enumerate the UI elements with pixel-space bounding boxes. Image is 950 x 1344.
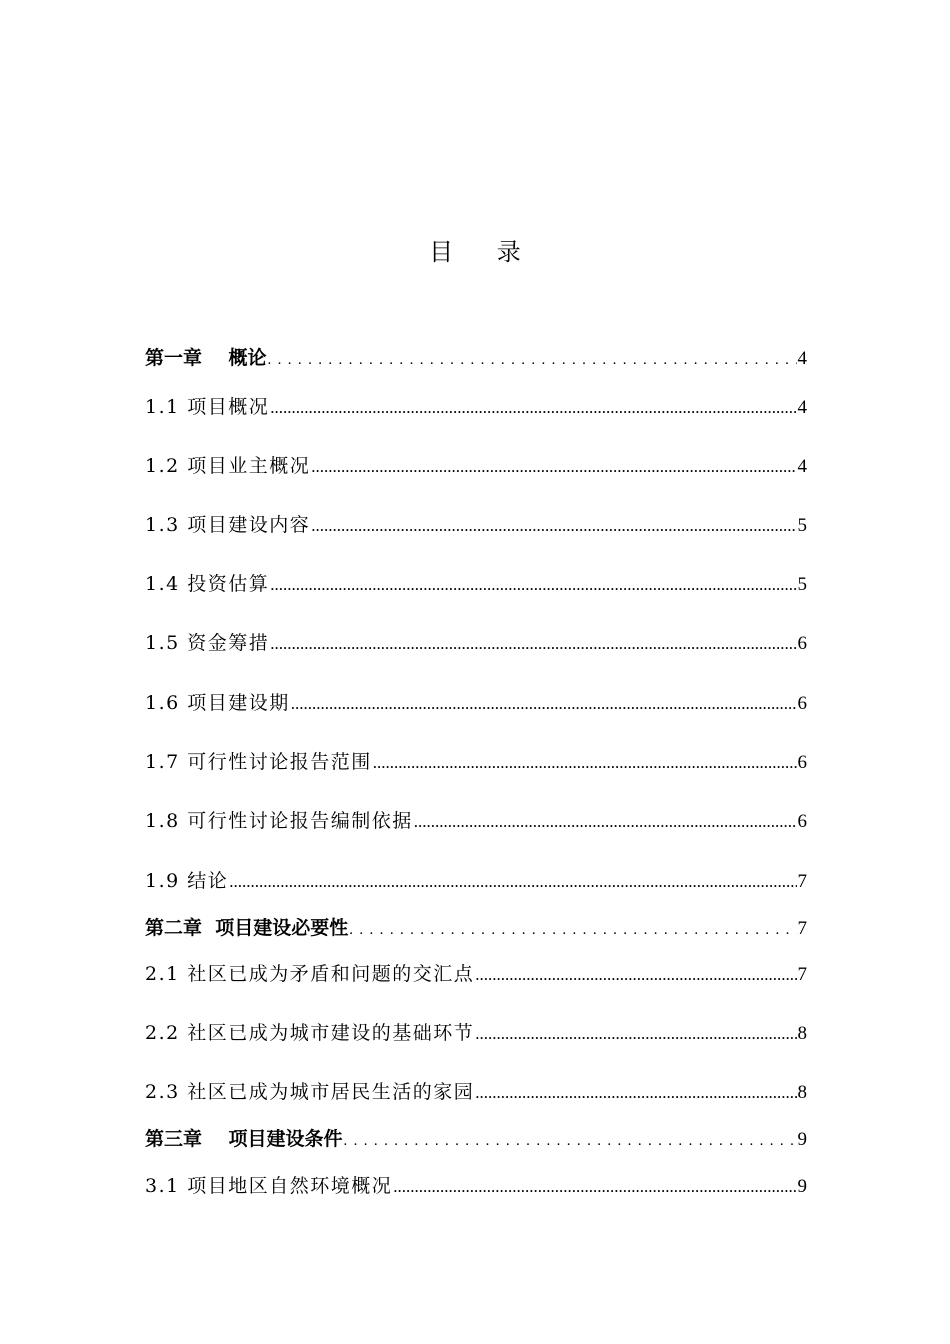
toc-leader-dots xyxy=(475,1078,796,1108)
toc-entry-label: 1.3 项目建设内容 xyxy=(145,514,311,536)
toc-entry-label: 2.1 社区已成为矛盾和问题的交汇点 xyxy=(145,963,475,985)
toc-leader-dots xyxy=(270,393,796,423)
toc-entry-label: 2.2 社区已成为城市建设的基础环节 xyxy=(145,1022,475,1044)
toc-page-number: 8 xyxy=(797,1023,807,1044)
toc-entry-label: 1.1 项目概况 xyxy=(145,396,270,418)
toc-entry-label: 1.6 项目建设期 xyxy=(145,692,290,714)
toc-list xyxy=(145,0,807,1344)
toc-entry-section-1-3[interactable] xyxy=(145,510,807,540)
toc-entry-label: 1.8 可行性讨论报告编制依据 xyxy=(145,810,413,832)
toc-leader-dots xyxy=(373,748,797,778)
toc-leader-dots xyxy=(349,915,796,945)
toc-page-number: 8 xyxy=(797,1082,807,1103)
toc-entry-section-1-2[interactable] xyxy=(145,451,807,481)
toc-entry-label: 1.7 可行性讨论报告范围 xyxy=(145,751,372,773)
toc-entry-label: 第二章 项目建设必要性 xyxy=(145,917,349,939)
toc-entry-section-3-1[interactable] xyxy=(145,1171,807,1201)
toc-leader-dots xyxy=(267,345,796,375)
toc-entry-section-1-6[interactable] xyxy=(145,688,807,718)
toc-leader-dots xyxy=(311,511,796,541)
toc-entry-label: 第三章 项目建设条件 xyxy=(145,1128,343,1150)
toc-entry-section-1-4[interactable] xyxy=(145,569,807,599)
toc-leader-dots xyxy=(311,452,796,482)
toc-entry-section-1-9[interactable] xyxy=(145,866,807,896)
toc-page-number: 4 xyxy=(797,348,807,369)
toc-entry-chapter-1[interactable] xyxy=(145,343,807,373)
toc-entry-chapter-2[interactable] xyxy=(145,913,807,943)
toc-leader-dots xyxy=(414,807,797,837)
toc-leader-dots xyxy=(393,1172,796,1202)
toc-entry-chapter-3[interactable] xyxy=(145,1124,807,1154)
toc-leader-dots xyxy=(475,960,796,990)
toc-entry-section-2-2[interactable] xyxy=(145,1018,807,1048)
toc-leader-dots xyxy=(343,1126,796,1156)
toc-page-number: 7 xyxy=(797,871,807,892)
toc-page-number: 6 xyxy=(797,633,807,654)
toc-entry-label: 1.2 项目业主概况 xyxy=(145,455,311,477)
toc-leader-dots xyxy=(475,1019,796,1049)
toc-page-number: 4 xyxy=(797,397,807,418)
toc-leader-dots xyxy=(270,570,796,600)
toc-page-number: 7 xyxy=(797,964,807,985)
toc-entry-section-2-3[interactable] xyxy=(145,1077,807,1107)
toc-page-number: 6 xyxy=(797,693,807,714)
toc-entry-section-2-1[interactable] xyxy=(145,959,807,989)
toc-page-number: 7 xyxy=(797,918,807,939)
toc-page-number: 5 xyxy=(797,574,807,595)
toc-entry-label: 3.1 项目地区自然环境概况 xyxy=(145,1175,393,1197)
toc-page-number: 5 xyxy=(797,515,807,536)
toc-leader-dots xyxy=(270,629,796,659)
toc-entry-section-1-1[interactable] xyxy=(145,392,807,422)
toc-entry-label: 2.3 社区已成为城市居民生活的家园 xyxy=(145,1081,475,1103)
toc-page-number: 4 xyxy=(797,456,807,477)
toc-entry-section-1-5[interactable] xyxy=(145,628,807,658)
toc-leader-dots xyxy=(229,867,796,897)
toc-entry-section-1-7[interactable] xyxy=(145,747,807,777)
toc-leader-dots xyxy=(291,689,797,719)
toc-title: 目 录 xyxy=(429,238,539,266)
toc-entry-label: 1.4 投资估算 xyxy=(145,573,270,595)
toc-page-number: 6 xyxy=(797,752,807,773)
toc-page-number: 6 xyxy=(797,811,807,832)
toc-entry-label: 1.9 结论 xyxy=(145,870,229,892)
toc-entry-label: 第一章 概论 xyxy=(145,347,267,369)
toc-page-number: 9 xyxy=(797,1176,807,1197)
toc-entry-label: 1.5 资金筹措 xyxy=(145,632,270,654)
toc-entry-section-1-8[interactable] xyxy=(145,806,807,836)
toc-page-number: 9 xyxy=(797,1129,807,1150)
